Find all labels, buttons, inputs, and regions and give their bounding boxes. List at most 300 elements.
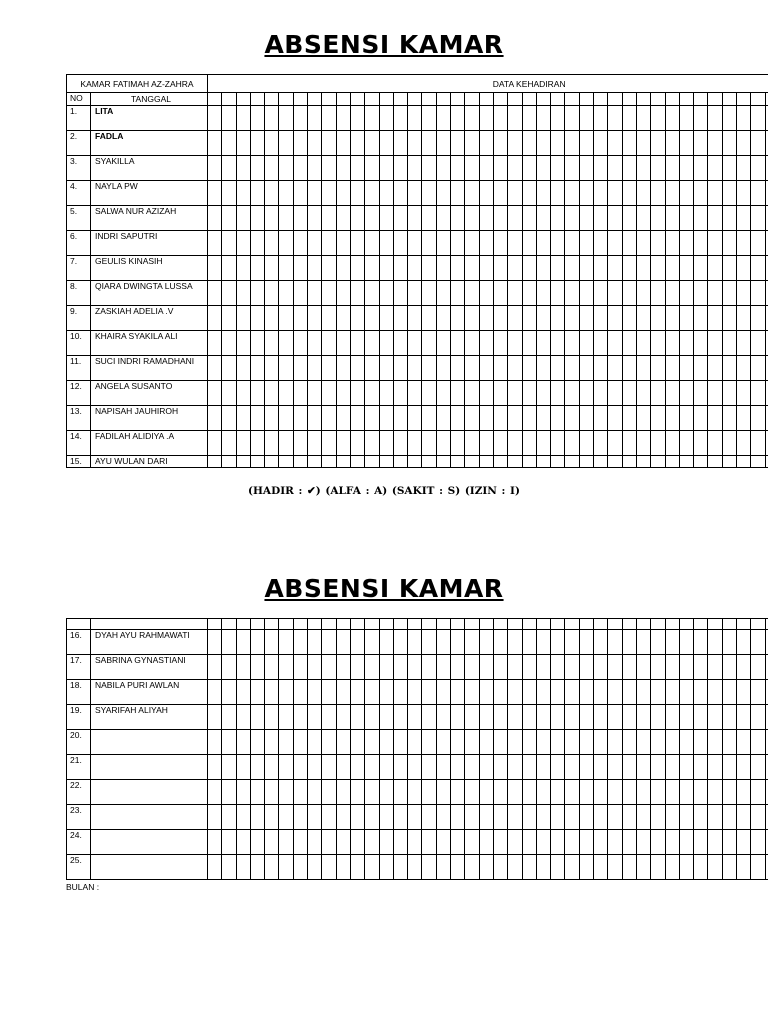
attendance-cell[interactable]	[208, 156, 222, 181]
attendance-cell[interactable]	[322, 619, 336, 630]
attendance-cell[interactable]	[694, 356, 708, 381]
attendance-cell[interactable]	[679, 181, 693, 206]
attendance-cell[interactable]	[379, 680, 393, 705]
attendance-cell[interactable]	[365, 431, 379, 456]
attendance-cell[interactable]	[250, 331, 264, 356]
attendance-cell[interactable]	[208, 356, 222, 381]
attendance-cell[interactable]	[379, 755, 393, 780]
attendance-cell[interactable]	[322, 156, 336, 181]
attendance-cell[interactable]	[322, 231, 336, 256]
attendance-cell[interactable]	[722, 331, 736, 356]
attendance-cell[interactable]	[651, 231, 665, 256]
attendance-cell[interactable]	[465, 619, 479, 630]
attendance-cell[interactable]	[694, 206, 708, 231]
attendance-cell[interactable]	[279, 456, 293, 468]
attendance-cell[interactable]	[551, 231, 565, 256]
attendance-cell[interactable]	[293, 256, 307, 281]
attendance-cell[interactable]	[636, 231, 650, 256]
attendance-cell[interactable]	[250, 181, 264, 206]
attendance-cell[interactable]	[636, 256, 650, 281]
attendance-cell[interactable]	[579, 680, 593, 705]
attendance-cell[interactable]	[436, 231, 450, 256]
attendance-cell[interactable]	[708, 131, 722, 156]
attendance-cell[interactable]	[436, 93, 450, 106]
attendance-cell[interactable]	[308, 281, 322, 306]
attendance-cell[interactable]	[636, 281, 650, 306]
attendance-cell[interactable]	[408, 456, 422, 468]
attendance-cell[interactable]	[508, 281, 522, 306]
attendance-cell[interactable]	[579, 93, 593, 106]
attendance-cell[interactable]	[222, 381, 236, 406]
attendance-cell[interactable]	[551, 256, 565, 281]
attendance-cell[interactable]	[536, 331, 550, 356]
attendance-cell[interactable]	[694, 181, 708, 206]
attendance-cell[interactable]	[393, 231, 407, 256]
attendance-cell[interactable]	[322, 630, 336, 655]
attendance-cell[interactable]	[436, 755, 450, 780]
attendance-cell[interactable]	[465, 281, 479, 306]
attendance-cell[interactable]	[465, 131, 479, 156]
attendance-cell[interactable]	[222, 456, 236, 468]
attendance-cell[interactable]	[551, 431, 565, 456]
attendance-cell[interactable]	[665, 156, 679, 181]
attendance-cell[interactable]	[565, 456, 579, 468]
attendance-cell[interactable]	[751, 730, 765, 755]
attendance-cell[interactable]	[665, 680, 679, 705]
attendance-cell[interactable]	[250, 406, 264, 431]
attendance-cell[interactable]	[479, 705, 493, 730]
attendance-cell[interactable]	[393, 830, 407, 855]
attendance-cell[interactable]	[451, 356, 465, 381]
attendance-cell[interactable]	[522, 805, 536, 830]
attendance-cell[interactable]	[393, 630, 407, 655]
attendance-cell[interactable]	[722, 830, 736, 855]
attendance-cell[interactable]	[708, 331, 722, 356]
attendance-cell[interactable]	[436, 805, 450, 830]
attendance-cell[interactable]	[436, 780, 450, 805]
attendance-cell[interactable]	[336, 805, 350, 830]
attendance-cell[interactable]	[622, 619, 636, 630]
attendance-cell[interactable]	[208, 730, 222, 755]
attendance-cell[interactable]	[479, 181, 493, 206]
attendance-cell[interactable]	[536, 705, 550, 730]
attendance-cell[interactable]	[694, 431, 708, 456]
attendance-cell[interactable]	[436, 156, 450, 181]
attendance-cell[interactable]	[594, 619, 608, 630]
attendance-cell[interactable]	[322, 381, 336, 406]
attendance-cell[interactable]	[636, 406, 650, 431]
attendance-cell[interactable]	[322, 456, 336, 468]
attendance-cell[interactable]	[422, 256, 436, 281]
attendance-cell[interactable]	[551, 156, 565, 181]
attendance-cell[interactable]	[493, 156, 507, 181]
attendance-cell[interactable]	[493, 431, 507, 456]
attendance-cell[interactable]	[393, 431, 407, 456]
attendance-cell[interactable]	[608, 256, 622, 281]
attendance-cell[interactable]	[408, 830, 422, 855]
attendance-cell[interactable]	[479, 406, 493, 431]
attendance-cell[interactable]	[236, 381, 250, 406]
attendance-cell[interactable]	[208, 431, 222, 456]
attendance-cell[interactable]	[408, 106, 422, 131]
attendance-cell[interactable]	[536, 93, 550, 106]
attendance-cell[interactable]	[622, 456, 636, 468]
attendance-cell[interactable]	[222, 106, 236, 131]
attendance-cell[interactable]	[250, 655, 264, 680]
attendance-cell[interactable]	[722, 619, 736, 630]
attendance-cell[interactable]	[279, 730, 293, 755]
attendance-cell[interactable]	[279, 830, 293, 855]
attendance-cell[interactable]	[279, 755, 293, 780]
attendance-cell[interactable]	[508, 431, 522, 456]
attendance-cell[interactable]	[222, 206, 236, 231]
attendance-cell[interactable]	[722, 730, 736, 755]
attendance-cell[interactable]	[594, 431, 608, 456]
attendance-cell[interactable]	[365, 93, 379, 106]
attendance-cell[interactable]	[222, 705, 236, 730]
attendance-cell[interactable]	[594, 131, 608, 156]
attendance-cell[interactable]	[479, 755, 493, 780]
attendance-cell[interactable]	[694, 106, 708, 131]
attendance-cell[interactable]	[665, 106, 679, 131]
attendance-cell[interactable]	[379, 231, 393, 256]
attendance-cell[interactable]	[451, 331, 465, 356]
attendance-cell[interactable]	[408, 655, 422, 680]
attendance-cell[interactable]	[736, 356, 750, 381]
attendance-cell[interactable]	[208, 93, 222, 106]
attendance-cell[interactable]	[551, 331, 565, 356]
attendance-cell[interactable]	[522, 655, 536, 680]
attendance-cell[interactable]	[365, 306, 379, 331]
attendance-cell[interactable]	[408, 680, 422, 705]
attendance-cell[interactable]	[336, 306, 350, 331]
attendance-cell[interactable]	[594, 381, 608, 406]
attendance-cell[interactable]	[408, 331, 422, 356]
attendance-cell[interactable]	[408, 431, 422, 456]
attendance-cell[interactable]	[651, 680, 665, 705]
attendance-cell[interactable]	[651, 93, 665, 106]
attendance-cell[interactable]	[708, 406, 722, 431]
attendance-cell[interactable]	[422, 431, 436, 456]
attendance-cell[interactable]	[465, 456, 479, 468]
attendance-cell[interactable]	[636, 431, 650, 456]
attendance-cell[interactable]	[736, 855, 750, 880]
attendance-cell[interactable]	[208, 680, 222, 705]
attendance-cell[interactable]	[408, 406, 422, 431]
attendance-cell[interactable]	[208, 705, 222, 730]
attendance-cell[interactable]	[208, 106, 222, 131]
attendance-cell[interactable]	[322, 206, 336, 231]
attendance-cell[interactable]	[708, 181, 722, 206]
attendance-cell[interactable]	[536, 281, 550, 306]
attendance-cell[interactable]	[350, 630, 364, 655]
attendance-cell[interactable]	[379, 730, 393, 755]
attendance-cell[interactable]	[222, 730, 236, 755]
attendance-cell[interactable]	[736, 93, 750, 106]
attendance-cell[interactable]	[208, 830, 222, 855]
attendance-cell[interactable]	[365, 181, 379, 206]
attendance-cell[interactable]	[479, 630, 493, 655]
attendance-cell[interactable]	[222, 830, 236, 855]
attendance-cell[interactable]	[522, 206, 536, 231]
attendance-cell[interactable]	[479, 619, 493, 630]
attendance-cell[interactable]	[350, 619, 364, 630]
attendance-cell[interactable]	[465, 356, 479, 381]
attendance-cell[interactable]	[422, 331, 436, 356]
attendance-cell[interactable]	[293, 331, 307, 356]
attendance-cell[interactable]	[551, 206, 565, 231]
attendance-cell[interactable]	[551, 705, 565, 730]
attendance-cell[interactable]	[265, 755, 279, 780]
attendance-cell[interactable]	[308, 431, 322, 456]
attendance-cell[interactable]	[293, 106, 307, 131]
attendance-cell[interactable]	[608, 406, 622, 431]
attendance-cell[interactable]	[422, 93, 436, 106]
attendance-cell[interactable]	[694, 730, 708, 755]
attendance-cell[interactable]	[651, 780, 665, 805]
attendance-cell[interactable]	[465, 181, 479, 206]
attendance-cell[interactable]	[308, 830, 322, 855]
attendance-cell[interactable]	[722, 630, 736, 655]
attendance-cell[interactable]	[422, 181, 436, 206]
attendance-cell[interactable]	[250, 805, 264, 830]
attendance-cell[interactable]	[708, 456, 722, 468]
attendance-cell[interactable]	[651, 830, 665, 855]
attendance-cell[interactable]	[451, 830, 465, 855]
attendance-cell[interactable]	[622, 755, 636, 780]
attendance-cell[interactable]	[265, 306, 279, 331]
attendance-cell[interactable]	[594, 655, 608, 680]
attendance-cell[interactable]	[250, 206, 264, 231]
attendance-cell[interactable]	[451, 680, 465, 705]
attendance-cell[interactable]	[393, 705, 407, 730]
attendance-cell[interactable]	[622, 131, 636, 156]
attendance-cell[interactable]	[250, 680, 264, 705]
attendance-cell[interactable]	[208, 131, 222, 156]
attendance-cell[interactable]	[250, 630, 264, 655]
attendance-cell[interactable]	[350, 181, 364, 206]
attendance-cell[interactable]	[408, 780, 422, 805]
attendance-cell[interactable]	[622, 381, 636, 406]
attendance-cell[interactable]	[736, 780, 750, 805]
attendance-cell[interactable]	[708, 256, 722, 281]
attendance-cell[interactable]	[579, 156, 593, 181]
attendance-cell[interactable]	[608, 356, 622, 381]
attendance-cell[interactable]	[594, 281, 608, 306]
attendance-cell[interactable]	[350, 281, 364, 306]
attendance-cell[interactable]	[736, 655, 750, 680]
attendance-cell[interactable]	[694, 306, 708, 331]
attendance-cell[interactable]	[379, 805, 393, 830]
attendance-cell[interactable]	[208, 231, 222, 256]
attendance-cell[interactable]	[651, 331, 665, 356]
attendance-cell[interactable]	[479, 855, 493, 880]
attendance-cell[interactable]	[665, 805, 679, 830]
attendance-cell[interactable]	[522, 356, 536, 381]
attendance-cell[interactable]	[451, 231, 465, 256]
attendance-cell[interactable]	[751, 281, 765, 306]
attendance-cell[interactable]	[608, 206, 622, 231]
attendance-cell[interactable]	[236, 655, 250, 680]
attendance-cell[interactable]	[579, 131, 593, 156]
attendance-cell[interactable]	[493, 655, 507, 680]
attendance-cell[interactable]	[622, 431, 636, 456]
attendance-cell[interactable]	[551, 805, 565, 830]
attendance-cell[interactable]	[365, 855, 379, 880]
attendance-cell[interactable]	[565, 830, 579, 855]
attendance-cell[interactable]	[551, 730, 565, 755]
attendance-cell[interactable]	[522, 93, 536, 106]
attendance-cell[interactable]	[594, 730, 608, 755]
attendance-cell[interactable]	[451, 156, 465, 181]
attendance-cell[interactable]	[250, 855, 264, 880]
attendance-cell[interactable]	[236, 281, 250, 306]
attendance-cell[interactable]	[565, 206, 579, 231]
attendance-cell[interactable]	[479, 306, 493, 331]
attendance-cell[interactable]	[722, 156, 736, 181]
attendance-cell[interactable]	[250, 381, 264, 406]
attendance-cell[interactable]	[279, 131, 293, 156]
attendance-cell[interactable]	[451, 93, 465, 106]
attendance-cell[interactable]	[694, 281, 708, 306]
attendance-cell[interactable]	[536, 231, 550, 256]
attendance-cell[interactable]	[536, 855, 550, 880]
attendance-cell[interactable]	[222, 655, 236, 680]
attendance-cell[interactable]	[551, 780, 565, 805]
attendance-cell[interactable]	[594, 181, 608, 206]
attendance-cell[interactable]	[722, 755, 736, 780]
attendance-cell[interactable]	[451, 855, 465, 880]
attendance-cell[interactable]	[536, 356, 550, 381]
attendance-cell[interactable]	[222, 680, 236, 705]
attendance-cell[interactable]	[379, 131, 393, 156]
attendance-cell[interactable]	[608, 655, 622, 680]
attendance-cell[interactable]	[694, 331, 708, 356]
attendance-cell[interactable]	[579, 705, 593, 730]
attendance-cell[interactable]	[322, 780, 336, 805]
attendance-cell[interactable]	[350, 456, 364, 468]
attendance-cell[interactable]	[622, 181, 636, 206]
attendance-cell[interactable]	[536, 619, 550, 630]
attendance-cell[interactable]	[694, 705, 708, 730]
attendance-cell[interactable]	[665, 619, 679, 630]
attendance-cell[interactable]	[679, 780, 693, 805]
attendance-cell[interactable]	[322, 805, 336, 830]
attendance-cell[interactable]	[365, 830, 379, 855]
attendance-cell[interactable]	[551, 281, 565, 306]
attendance-cell[interactable]	[522, 456, 536, 468]
attendance-cell[interactable]	[293, 855, 307, 880]
attendance-cell[interactable]	[379, 855, 393, 880]
attendance-cell[interactable]	[565, 306, 579, 331]
attendance-cell[interactable]	[622, 406, 636, 431]
attendance-cell[interactable]	[722, 93, 736, 106]
attendance-cell[interactable]	[365, 281, 379, 306]
attendance-cell[interactable]	[279, 705, 293, 730]
attendance-cell[interactable]	[436, 630, 450, 655]
attendance-cell[interactable]	[279, 780, 293, 805]
attendance-cell[interactable]	[465, 730, 479, 755]
attendance-cell[interactable]	[665, 306, 679, 331]
attendance-cell[interactable]	[594, 456, 608, 468]
attendance-cell[interactable]	[279, 156, 293, 181]
attendance-cell[interactable]	[465, 680, 479, 705]
attendance-cell[interactable]	[579, 431, 593, 456]
attendance-cell[interactable]	[522, 281, 536, 306]
attendance-cell[interactable]	[708, 630, 722, 655]
attendance-cell[interactable]	[322, 431, 336, 456]
attendance-cell[interactable]	[508, 306, 522, 331]
attendance-cell[interactable]	[265, 730, 279, 755]
attendance-cell[interactable]	[536, 655, 550, 680]
attendance-cell[interactable]	[436, 131, 450, 156]
attendance-cell[interactable]	[336, 181, 350, 206]
attendance-cell[interactable]	[536, 181, 550, 206]
attendance-cell[interactable]	[594, 406, 608, 431]
attendance-cell[interactable]	[565, 356, 579, 381]
attendance-cell[interactable]	[322, 306, 336, 331]
attendance-cell[interactable]	[379, 619, 393, 630]
attendance-cell[interactable]	[579, 231, 593, 256]
attendance-cell[interactable]	[636, 131, 650, 156]
attendance-cell[interactable]	[651, 106, 665, 131]
attendance-cell[interactable]	[379, 93, 393, 106]
attendance-cell[interactable]	[208, 655, 222, 680]
attendance-cell[interactable]	[522, 106, 536, 131]
attendance-cell[interactable]	[579, 381, 593, 406]
attendance-cell[interactable]	[479, 131, 493, 156]
attendance-cell[interactable]	[536, 780, 550, 805]
attendance-cell[interactable]	[636, 730, 650, 755]
attendance-cell[interactable]	[751, 680, 765, 705]
attendance-cell[interactable]	[522, 680, 536, 705]
attendance-cell[interactable]	[751, 755, 765, 780]
attendance-cell[interactable]	[522, 331, 536, 356]
attendance-cell[interactable]	[465, 381, 479, 406]
attendance-cell[interactable]	[350, 431, 364, 456]
attendance-cell[interactable]	[594, 805, 608, 830]
attendance-cell[interactable]	[736, 431, 750, 456]
attendance-cell[interactable]	[594, 206, 608, 231]
attendance-cell[interactable]	[365, 630, 379, 655]
attendance-cell[interactable]	[493, 730, 507, 755]
attendance-cell[interactable]	[708, 755, 722, 780]
attendance-cell[interactable]	[608, 281, 622, 306]
attendance-cell[interactable]	[622, 680, 636, 705]
attendance-cell[interactable]	[365, 331, 379, 356]
attendance-cell[interactable]	[479, 281, 493, 306]
attendance-cell[interactable]	[579, 331, 593, 356]
attendance-cell[interactable]	[736, 231, 750, 256]
attendance-cell[interactable]	[236, 181, 250, 206]
attendance-cell[interactable]	[465, 406, 479, 431]
attendance-cell[interactable]	[565, 281, 579, 306]
attendance-cell[interactable]	[236, 456, 250, 468]
attendance-cell[interactable]	[493, 256, 507, 281]
attendance-cell[interactable]	[322, 331, 336, 356]
attendance-cell[interactable]	[665, 705, 679, 730]
attendance-cell[interactable]	[379, 456, 393, 468]
attendance-cell[interactable]	[293, 356, 307, 381]
attendance-cell[interactable]	[679, 805, 693, 830]
attendance-cell[interactable]	[679, 619, 693, 630]
attendance-cell[interactable]	[208, 456, 222, 468]
attendance-cell[interactable]	[665, 755, 679, 780]
attendance-cell[interactable]	[736, 630, 750, 655]
attendance-cell[interactable]	[551, 181, 565, 206]
attendance-cell[interactable]	[579, 855, 593, 880]
attendance-cell[interactable]	[308, 780, 322, 805]
